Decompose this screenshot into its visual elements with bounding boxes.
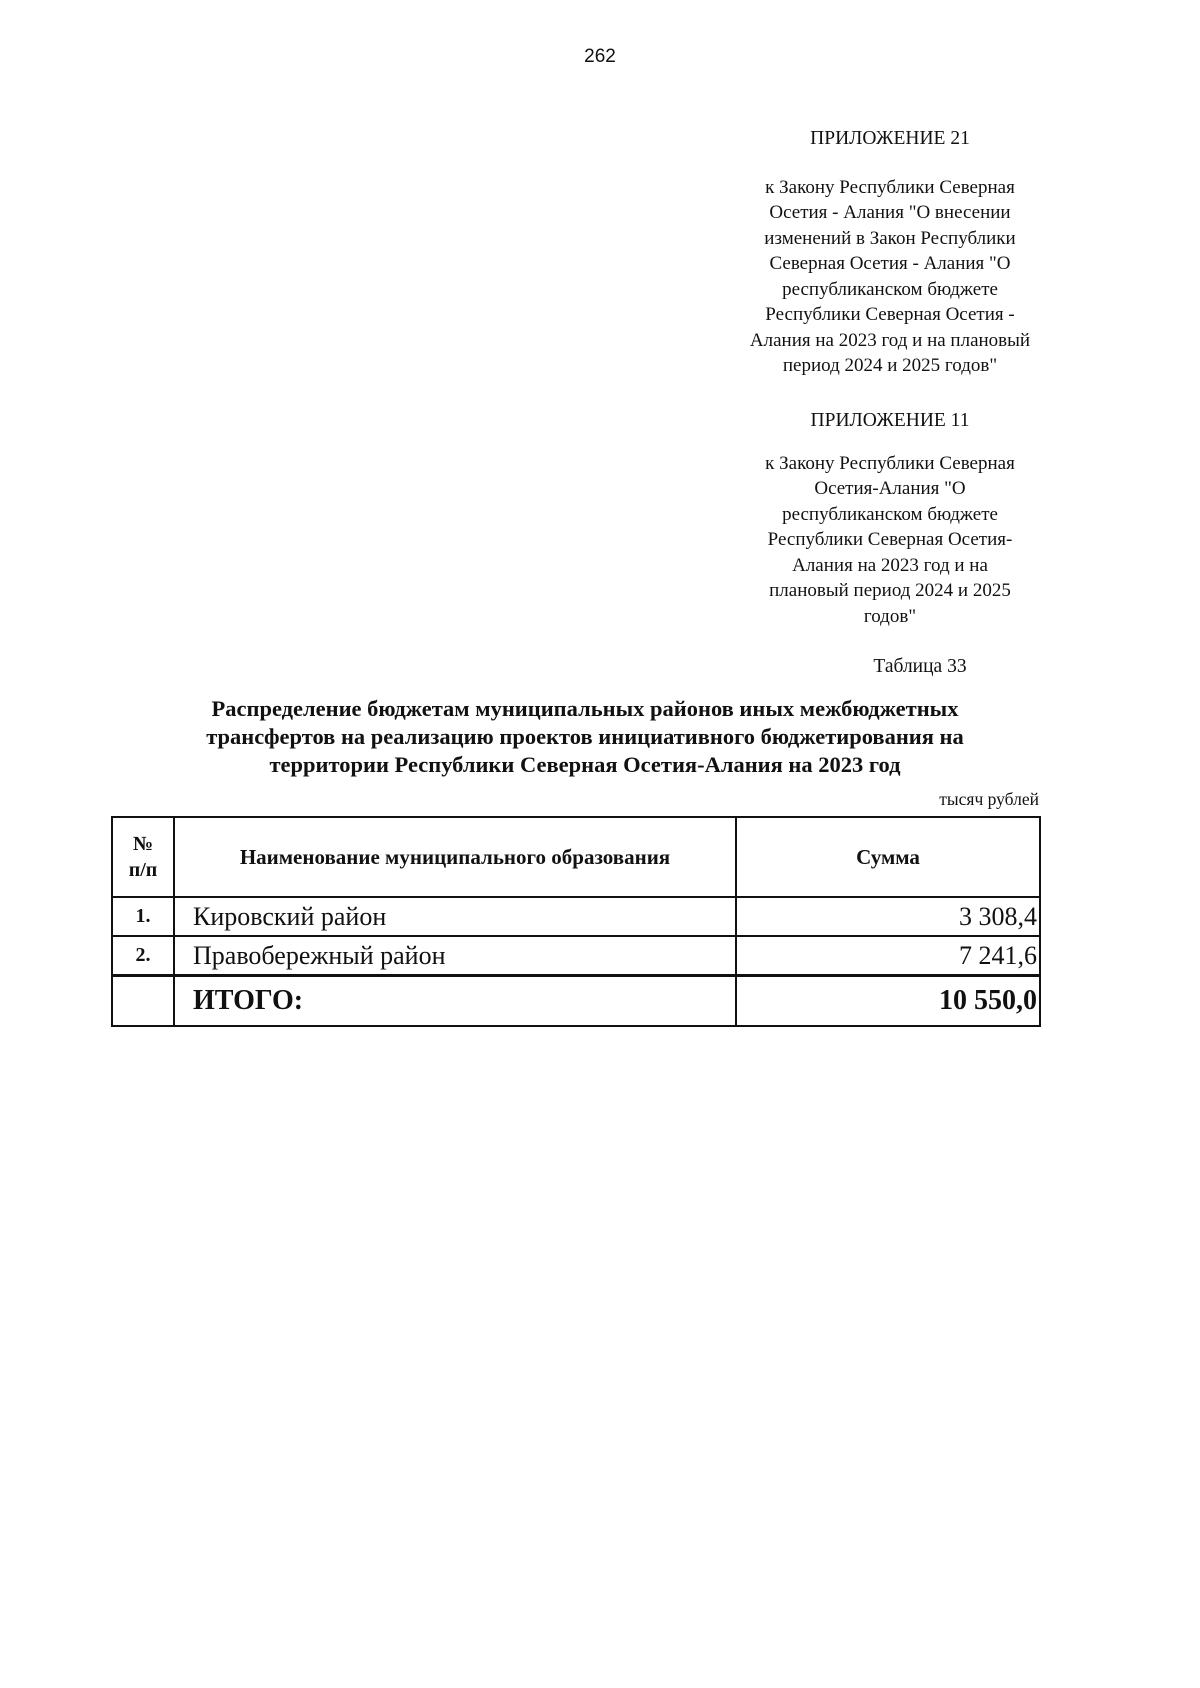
appendix-21-title: ПРИЛОЖЕНИЕ 21 [810,128,970,149]
units-label: тысяч рублей [939,789,1039,809]
appendix-21-block [730,126,1050,379]
table-header-row [112,817,1040,897]
appendix-11-text: к Закону Республики Северная Осетия-Алания "О республиканском бюджете Республики Северная Осетия- Алания на 2023 год и на плановый период 2024 и 2025 годов" [765,452,1015,627]
header-municipality-name: Наименование муниципального образования [174,817,736,897]
total-label: ИТОГО: [174,976,736,1027]
appendix-21-text: к Закону Республики Северная Осетия - Алания "О внесении изменений в Закон Республики Северная Осетия - Алания "О республиканском бюджете Республики Северная Осетия - Алания на 2023 год и на плановый период 2024 и 2025 годов" [749,176,1031,376]
row-number: 2. [112,936,174,976]
header-number [112,817,174,897]
total-row [112,976,1040,1027]
document-title: Распределение бюджетам муниципальных районов иных межбюджетных трансфертов на реализацию проектов инициативного бюджетирования на территории Республики Северная Осетия-Алания на 2023 год [206,696,964,777]
table-row [112,897,1040,936]
table-row [112,936,1040,976]
appendix-11-block [730,408,1050,629]
header-number-abbrev: п/п [128,859,158,881]
row-municipality-name: Кировский район [174,897,736,936]
header-sum: Сумма [736,817,1040,897]
total-sum: 10 550,0 [736,976,1040,1027]
row-municipality-name: Правобережный район [174,936,736,976]
distribution-table [111,816,1041,1027]
total-number-cell [112,976,174,1027]
table-label: Таблица 33 [873,656,967,677]
row-number: 1. [112,897,174,936]
row-sum: 3 308,4 [736,897,1040,936]
header-number-symbol: № [132,833,154,855]
row-sum: 7 241,6 [736,936,1040,976]
page-number: 262 [584,46,616,67]
appendix-11-title: ПРИЛОЖЕНИЕ 11 [810,410,970,431]
